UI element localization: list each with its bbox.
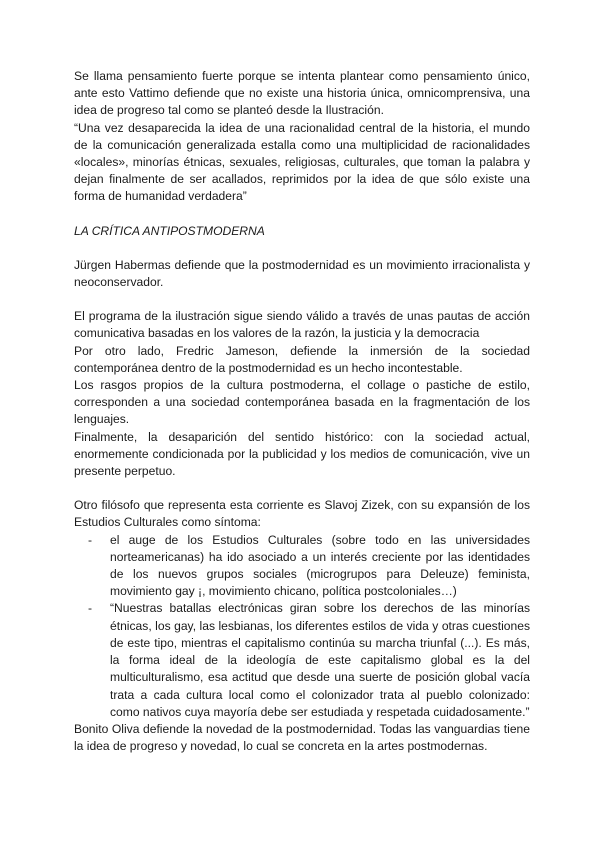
intro-quote-paragraph: “Una vez desaparecida la idea de una racionalidad central de la historia, el mundo de la comunicación generalizada estalla como una multiplicidad de racionalidades «locales», minorías étnicas, sexuales, religiosas, culturales, que toman la palabra y dejan finalmente de ser acallados, reprimidos por la idea de que sólo existe una forma de humanidad verdadera” bbox=[74, 120, 530, 204]
jameson-paragraph: Por otro lado, Fredric Jameson, defiende la inmersión de la sociedad contemporánea dentro de la postmodernidad es un hecho incontestable. bbox=[74, 343, 530, 375]
sentido-historico-paragraph: Finalmente, la desaparición del sentido histórico: con la sociedad actual, enormemente condicionada por la publicidad y los medios de comunicación, vive un presente perpetuo. bbox=[74, 429, 530, 479]
list-item-text: “Nuestras batallas electrónicas giran sobre los derechos de las minorías étnicas, los gay, las lesbianas, los diferentes estilos de vida y otras cuestiones de este tipo, mientras el capitalismo continúa su marcha triunfal (...). Es más, la forma ideal de la ideología de este capitalismo global es la del multiculturalismo, esa actitud que desde una suerte de posición global vacía trata a cada cultura local como el colonizador trata al pueblo colonizado: como nativos cuya mayoría debe ser estudiada y respetada cuidadosamente.” bbox=[110, 601, 530, 719]
zizek-intro-paragraph: Otro filósofo que representa esta corriente es Slavoj Zizek, con su expansión de los Estudios Culturales como síntoma: bbox=[74, 498, 530, 530]
dash-bullet: - bbox=[88, 532, 93, 547]
dash-bullet: - bbox=[88, 601, 93, 616]
ilustracion-paragraph: El programa de la ilustración sigue siendo válido a través de unas pautas de acción comunicativa basadas en los valores de la razón, la justicia y la democracia bbox=[74, 309, 530, 341]
document-page bbox=[74, 68, 530, 755]
bonito-oliva-paragraph: Bonito Oliva defiende la novedad de la postmodernidad. Todas las vanguardias tiene la idea de progreso y novedad, lo cual se concreta en la artes postmodernas. bbox=[74, 721, 530, 754]
section-heading: LA CRÍTICA ANTIPOSTMODERNA bbox=[74, 223, 265, 238]
rasgos-paragraph: Los rasgos propios de la cultura postmoderna, el collage o pastiche de estilo, corresponden a una sociedad contemporánea basada en la fragmentación de los lenguajes. bbox=[74, 378, 530, 427]
zizek-bullet-list bbox=[74, 532, 530, 721]
list-item bbox=[88, 600, 530, 720]
list-item-text: el auge de los Estudios Culturales (sobre todo en las universidades norteamericanas) ha ido asociado a un interés creciente por las identidades de los nuevos grupos sociales (microgrupos para Deleuze) feminista, movimiento gay ¡, movimiento chicano, política postcoloniales…) bbox=[110, 532, 530, 599]
intro-paragraph-vattimo: Se llama pensamiento fuerte porque se intenta plantear como pensamiento único, ante esto Vattimo defiende que no existe una historia única, omnicomprensiva, una idea de progreso tal como se planteó desde la Ilustración. bbox=[74, 69, 530, 118]
habermas-paragraph: Jürgen Habermas defiende que la postmodernidad es un movimiento irracionalista y neoconservador. bbox=[74, 257, 530, 290]
list-item bbox=[88, 532, 530, 601]
